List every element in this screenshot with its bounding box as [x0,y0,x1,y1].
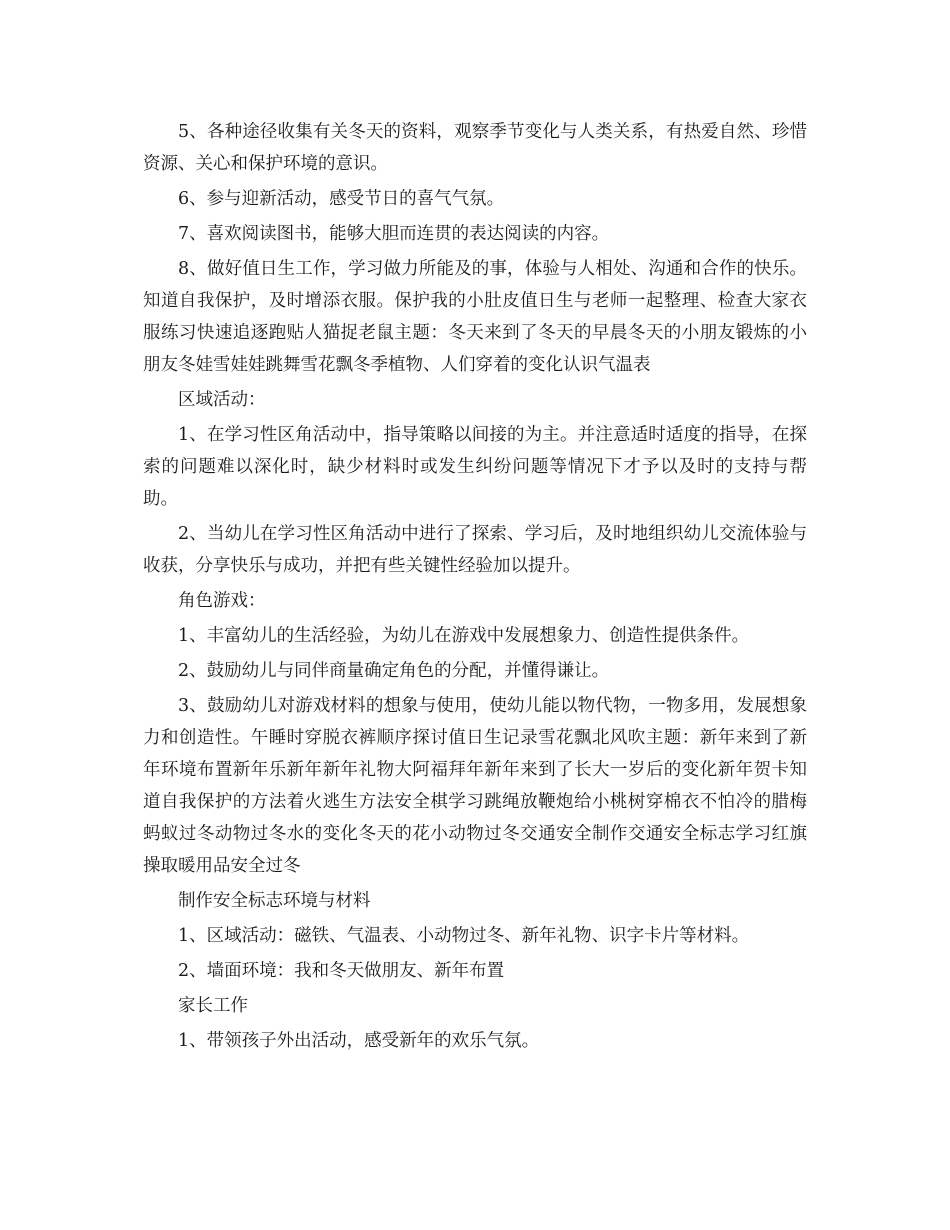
paragraph-role-2: 2、鼓励幼儿与同伴商量确定角色的分配，并懂得谦让。 [178,661,610,681]
paragraph-env-2: 2、墙面环境：我和冬天做朋友、新年布置 [178,961,505,981]
paragraph-role-3: 3、鼓励幼儿对游戏材料的想象与使用，使幼儿能以物代物，一物多用，发展想象力和创造性。午睡时穿脱衣裤顺序探讨值日生记录雪花飘北风吹主题：新年来到了新年环境布置新年乐新年新年礼物大阿福拜年新年来到了长大一岁后的变化新年贺卡知道自我保护的方法着火逃生方法安全棋学习跳绳放鞭炮给小桃树穿棉衣不怕冷的腊梅蚂蚁过冬动物过冬水的变化冬天的花小动物过冬交通安全制作交通安全标志学习红旗操取暖用品安全过冬 [143,696,807,876]
paragraph-goal-8: 8、做好值日生工作，学习做力所能及的事，体验与人相处、沟通和合作的快乐。知道自我保护，及时增添衣服。保护我的小肚皮值日生与老师一起整理、检查大家衣服练习快速追逐跑贴人猫捉老鼠主题：冬天来到了冬天的早晨冬天的小朋友锻炼的小朋友冬娃雪娃娃跳舞雪花飘冬季植物、人们穿着的变化认识气温表 [143,259,807,375]
heading-environment-materials: 制作安全标志环境与材料 [178,891,371,911]
paragraph-parent-1: 1、带领孩子外出活动，感受新年的欢乐气氛。 [178,1031,540,1051]
paragraph-goal-7: 7、喜欢阅读图书，能够大胆而连贯的表达阅读的内容。 [178,224,610,244]
paragraph-area-2: 2、当幼儿在学习性区角活动中进行了探索、学习后，及时地组织幼儿交流体验与收获，分享快乐与成功，并把有些关键性经验加以提升。 [143,524,807,576]
paragraph-goal-6: 6、参与迎新活动，感受节日的喜气气氛。 [178,189,505,209]
document-body [143,116,807,1060]
paragraph-env-1: 1、区域活动：磁铁、气温表、小动物过冬、新年礼物、识字卡片等材料。 [178,926,750,946]
paragraph-goal-5: 5、各种途径收集有关冬天的资料，观察季节变化与人类关系，有热爱自然、珍惜资源、关心和保护环境的意识。 [143,122,807,174]
paragraph-role-1: 1、丰富幼儿的生活经验，为幼儿在游戏中发展想象力、创造性提供条件。 [178,626,750,646]
heading-parent-work: 家长工作 [178,996,248,1016]
paragraph-area-1: 1、在学习性区角活动中，指导策略以间接的为主。并注意适时适度的指导，在探索的问题难以深化时，缺少材料时或发生纠纷问题等情况下才予以及时的支持与帮助。 [143,425,807,509]
heading-role-play: 角色游戏： [178,591,266,611]
heading-area-activities: 区域活动： [178,390,266,410]
